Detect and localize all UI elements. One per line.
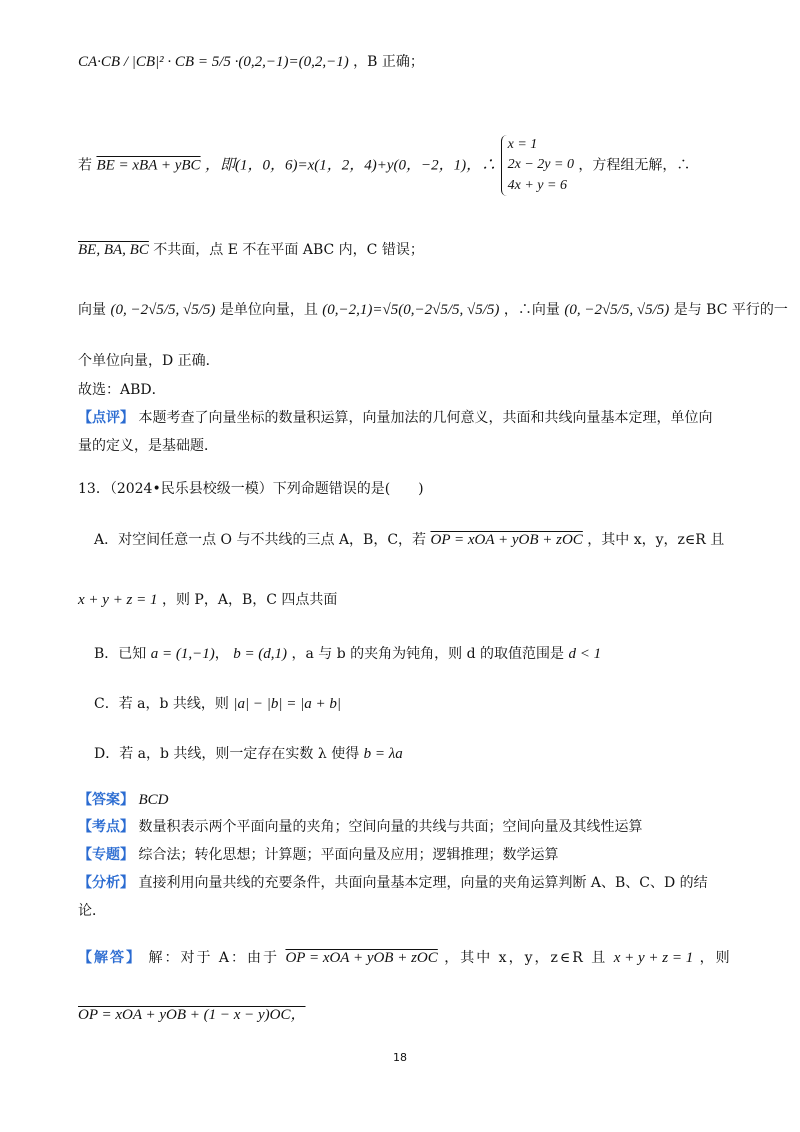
vector-equation: OP = xOA + yOB + (1 − x − y)OC， bbox=[78, 1007, 306, 1023]
zhuanti-tag: 【专题】 bbox=[78, 847, 134, 863]
option-b: B．已知 a = (1,−1)， b = (d,1) ，a 与 b 的夹角为钝角，则 d 的取值范围是 d < 1 bbox=[94, 646, 602, 662]
range-condition: d < 1 bbox=[568, 646, 602, 662]
line-d-conclusion: 个单位向量，D 正确． bbox=[78, 353, 220, 369]
projection-formula: CA·CB / |CB|² · CB = 5/5 ·(0,2,−1)=(0,2,−1) bbox=[78, 54, 349, 70]
fenxi-tag: 【分析】 bbox=[78, 875, 134, 891]
comment-tag: 【点评】 bbox=[78, 410, 134, 426]
text: B．已知 bbox=[94, 646, 147, 662]
text: A．对空间任意一点 O 与不共线的三点 A，B，C，若 bbox=[94, 532, 427, 548]
option-d bbox=[94, 744, 722, 764]
text: ，a 与 b 的夹角为钝角，则 d 的取值范围是 bbox=[291, 646, 565, 662]
jieda-tag: 【解答】 bbox=[78, 950, 142, 966]
text: 直接利用向量共线的充要条件，共面向量基本定理，向量的夹角运算判断 A、B、C、D 的结 bbox=[138, 875, 708, 891]
vector-a: a = (1,−1) bbox=[150, 646, 215, 662]
text: 是与 BC 平行的一 bbox=[673, 302, 788, 318]
vectors: BE, BA, BC bbox=[78, 242, 149, 258]
text: 向量 bbox=[78, 302, 106, 318]
text: ，则 P，A，B，C 四点共面 bbox=[161, 592, 338, 608]
sum-condition: x + y + z = 1 bbox=[613, 950, 694, 966]
line-c-equation bbox=[78, 135, 722, 196]
system-eq-2: 2x − 2y = 0 bbox=[507, 157, 574, 173]
text: ，其中 x，y，z∈R 且 bbox=[587, 532, 725, 548]
unit-vector: (0, −2√5/5, √5/5) bbox=[564, 302, 670, 318]
text: 是单位向量，且 bbox=[219, 302, 318, 318]
system-eq-1: x = 1 bbox=[507, 137, 538, 152]
kaodian-line bbox=[78, 818, 722, 837]
text: 本题考查了向量坐标的数量积运算，向量加法的几何意义，共面和共线向量基本定理，单位向 bbox=[138, 410, 713, 426]
text: ，方程组无解，∴ bbox=[578, 157, 691, 174]
line-choice: 故选：ABD． bbox=[78, 382, 166, 398]
vector-equation: OP = xOA + yOB + zOC bbox=[285, 950, 438, 966]
text: 数量积表示两个平面向量的夹角；空间向量的共线与共面；空间向量及其线性运算 bbox=[138, 819, 643, 835]
text: 解：对于 A：由于 bbox=[148, 950, 280, 966]
system-eq-3: 4x + y = 6 bbox=[507, 177, 567, 193]
zhuanti-line bbox=[78, 846, 722, 865]
text: 综合法；转化思想；计算题；平面向量及应用；逻辑推理；数学运算 bbox=[138, 847, 559, 863]
vector-b: b = (d,1) bbox=[233, 646, 288, 662]
fenxi-cont: 论． bbox=[78, 903, 106, 919]
vector-equation: OP = xOA + yOB + zOC bbox=[430, 532, 583, 548]
text: C．若 a，b 共线，则 bbox=[94, 696, 229, 712]
option-a bbox=[94, 530, 725, 550]
text: D．若 a，b 共线，则一定存在实数 λ 使得 bbox=[94, 746, 360, 762]
coordinate-equation: ，即(1，0，6)=x(1，2，4)+y(0，−2，1)，∴ bbox=[205, 157, 497, 174]
modulus-equation: |a| − |b| = |a + b| bbox=[233, 696, 341, 712]
answer-tag: 【答案】 bbox=[78, 792, 134, 808]
page-number: 18 bbox=[393, 1051, 407, 1064]
unit-vector: (0, −2√5/5, √5/5) bbox=[110, 302, 216, 318]
scalar-equation: b = λa bbox=[363, 746, 403, 762]
line-comment-cont: 量的定义，是基础题． bbox=[78, 438, 218, 454]
line-comment bbox=[78, 409, 722, 428]
line-b-conclusion bbox=[78, 52, 722, 72]
answer-line bbox=[78, 790, 722, 810]
last-equation bbox=[78, 1005, 722, 1025]
question-13: 13．（2024•民乐县校级一模）下列命题错误的是( ) bbox=[78, 481, 424, 497]
text: 若 bbox=[78, 157, 92, 174]
line-c-conclusion bbox=[78, 240, 722, 260]
text: ，∴向量 bbox=[503, 302, 560, 318]
text: ，B 正确； bbox=[353, 54, 424, 70]
kaodian-tag: 【考点】 bbox=[78, 819, 134, 835]
fenxi-line bbox=[78, 874, 722, 893]
equation-system bbox=[501, 135, 574, 196]
vector-relation: (0,−2,1)=√5(0,−2√5/5, √5/5) bbox=[322, 302, 500, 318]
jieda-line bbox=[78, 948, 732, 968]
answer-value: BCD bbox=[138, 792, 169, 808]
sum-condition: x + y + z = 1 bbox=[78, 592, 158, 608]
option-c bbox=[94, 694, 722, 714]
text: ，则 bbox=[699, 950, 732, 966]
option-a-cont bbox=[78, 590, 722, 610]
vector-equation: BE = xBA + yBC bbox=[96, 157, 201, 174]
text: ，其中 x，y，z∈R 且 bbox=[444, 950, 608, 966]
text: 不共面，点 E 不在平面 ABC 内，C 错误； bbox=[153, 242, 424, 258]
line-d-unit-vector bbox=[78, 300, 788, 320]
